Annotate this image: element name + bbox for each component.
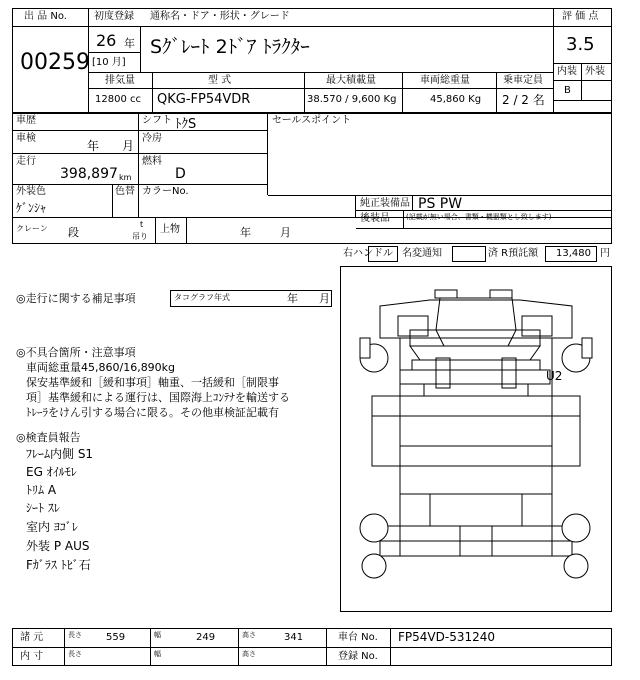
- year-unit: 年: [124, 37, 135, 50]
- inner-height-label: 高さ: [242, 650, 256, 658]
- crane-stage: 段: [68, 226, 79, 239]
- height-value: 341: [284, 632, 304, 643]
- width-label: 幅: [154, 631, 161, 639]
- first-registration-year: 26: [96, 31, 117, 50]
- model-code-label: 型 式: [208, 75, 232, 86]
- upper-body-label: 上物: [160, 224, 180, 235]
- height-label: 高さ: [242, 631, 256, 639]
- capacity-label: 乗車定員: [503, 75, 543, 86]
- length-label: 長さ: [68, 631, 82, 639]
- shift-value: ﾄｸS: [175, 117, 197, 132]
- aftermarket-label: 後装品: [360, 213, 390, 224]
- tachograph-month: 月: [319, 292, 330, 305]
- max-load-label: 最大積載量: [326, 75, 376, 86]
- mileage-label: 走行: [16, 156, 36, 167]
- width-value: 249: [196, 632, 216, 643]
- tachograph-year: 年: [287, 292, 298, 305]
- crane-ton: t: [140, 220, 144, 229]
- defect-line: 項］基準緩和による運行は、国際海上ｺﾝﾃﾅを輸送する: [26, 391, 290, 404]
- name-change-box: [452, 246, 486, 262]
- shift-label: シフト: [142, 115, 172, 126]
- model-name-label: 通称名・ドア・形状・グレード: [150, 11, 290, 22]
- recycle-label: 済 R預託額: [488, 248, 539, 259]
- model-code-value: QKG-FP54VDR: [157, 92, 251, 107]
- interior-score-label: 内装: [557, 66, 577, 77]
- sales-point-label: セールスポイント: [272, 115, 352, 126]
- damage-mark-u2: U2: [546, 369, 563, 383]
- tachograph-label: タコグラフ年式: [174, 293, 230, 302]
- name-change-label: 名変通知: [402, 248, 442, 259]
- defect-line: 保安基準緩和［緩和事項］軸重、一括緩和［制限事: [26, 376, 279, 389]
- inspection-year: 年: [87, 139, 100, 153]
- gross-weight-label: 車両総重量: [420, 75, 470, 86]
- crane-label: クレーン: [16, 224, 48, 233]
- yen-unit: 円: [600, 248, 610, 259]
- displacement-label: 排気量: [105, 75, 135, 86]
- lot-number: 00259: [20, 50, 90, 75]
- upper-body-month: 月: [280, 226, 291, 239]
- driving-notes-title: ◎走行に関する補足事項: [16, 292, 136, 305]
- exterior-score-label: 外装: [585, 66, 605, 77]
- chassis-label: 車台 No.: [338, 632, 378, 643]
- history-label: 車歴: [16, 115, 36, 126]
- upper-body-year: 年: [240, 226, 251, 239]
- inspection-month: 月: [122, 139, 135, 153]
- ext-color-value: ｹﾞﾝｼｬ: [16, 201, 47, 215]
- gross-weight-value: 45,860 Kg: [430, 94, 482, 105]
- model-name: Sｸﾞﾚｰﾄ 2ﾄﾞｱ ﾄﾗｸﾀｰ: [150, 36, 310, 58]
- inner-width-label: 幅: [154, 650, 161, 658]
- inspector-title: ◎検査員報告: [16, 431, 81, 444]
- aftermarket-note: (記載が無い場合、書類・機器類とし致します): [406, 213, 552, 221]
- color-code-label: カラーNo.: [142, 186, 189, 197]
- color-change-label: 色替: [115, 186, 135, 197]
- equipment-value: PS PW: [418, 196, 463, 212]
- inspector-line: 外装 P AUS: [26, 539, 90, 553]
- chassis-number: FP54VD-531240: [398, 630, 495, 644]
- inspector-line: 室内 ﾖｺﾞﾚ: [26, 520, 78, 534]
- recycle-value: 13,480: [556, 248, 591, 259]
- inspection-label: 車検: [16, 133, 36, 144]
- fuel-value: D: [175, 166, 186, 182]
- inspector-line: ﾄﾘﾑ A: [26, 483, 57, 497]
- registration-label: 登録 No.: [338, 651, 378, 662]
- equipment-label: 純正装備品: [360, 198, 410, 209]
- defects-title: ◎不具合箇所・注意事項: [16, 346, 136, 359]
- length-value: 559: [106, 632, 126, 643]
- vehicle-damage-diagram: [340, 266, 612, 612]
- displacement-value: 12800 cc: [95, 94, 141, 105]
- mileage-unit: km: [119, 173, 132, 182]
- inspector-line: Fｶﾞﾗｽ ﾄﾋﾞ石: [26, 558, 91, 572]
- score-label: 評 価 点: [562, 11, 599, 22]
- overall-score: 3.5: [566, 34, 595, 55]
- rhd-flag: 右ハンドル: [343, 248, 393, 259]
- ext-color-label: 外装色: [16, 186, 46, 197]
- max-load-value: 38.570 / 9,600 Kg: [307, 94, 397, 105]
- capacity-value: 2 / 2 名: [502, 93, 545, 107]
- inspector-line: EG ｵｲﾙﾓﾚ: [26, 465, 77, 479]
- ac-label: 冷房: [142, 133, 162, 144]
- mileage-value: 398,897: [60, 166, 118, 182]
- inner-dimensions-label: 内 寸: [20, 651, 44, 662]
- inspector-line: ｼｰﾄ ｽﾚ: [26, 501, 60, 515]
- fuel-label: 燃料: [142, 156, 162, 167]
- dimensions-label: 諸 元: [20, 632, 44, 643]
- lot-label: 出 品 No.: [24, 11, 67, 22]
- defect-line: ﾄﾚｰﾗをけん引する場合に限る。その他車検証記載有: [26, 406, 279, 419]
- first-registration-label: 初度登録: [94, 11, 134, 22]
- inner-length-label: 長さ: [68, 650, 82, 658]
- first-registration-month: [10 月]: [92, 57, 126, 68]
- interior-score: B: [564, 85, 571, 96]
- crane-lift: 吊り: [132, 232, 148, 241]
- inspector-line: ﾌﾚｰﾑ内側 S1: [26, 447, 94, 461]
- defect-line: 車両総重量45,860/16,890kg: [26, 361, 176, 374]
